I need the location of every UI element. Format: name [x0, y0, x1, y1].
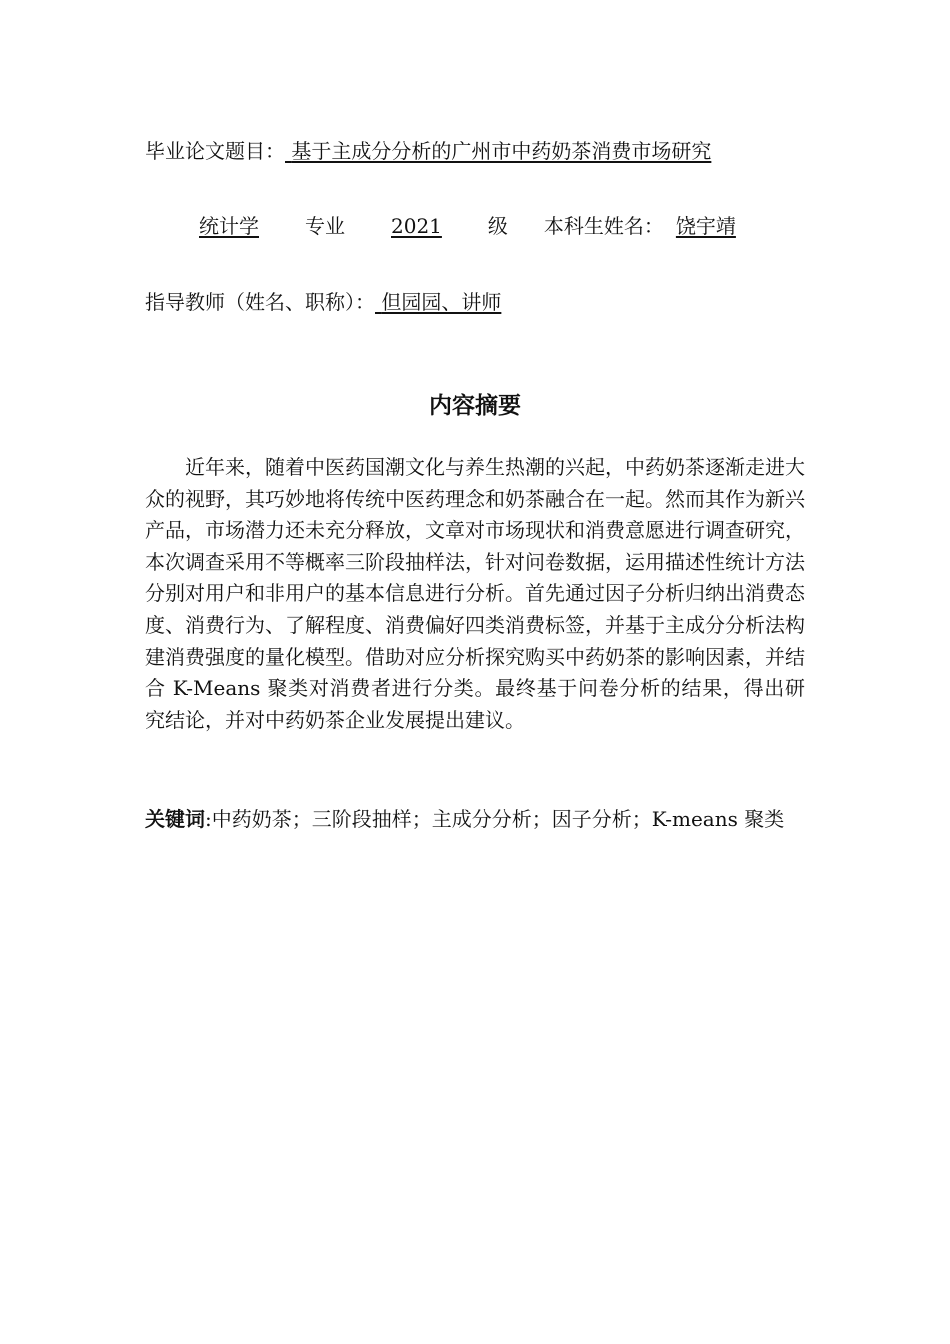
major-year-student-line — [145, 213, 736, 239]
abstract-body: 近年来，随着中医药国潮文化与养生热潮的兴起，中药奶茶逐渐走进大众的视野，其巧妙地将传统中医药理念和奶茶融合在一起。然而其作为新兴产品，市场潜力还未充分释放，文章对市场现状和消费意愿进行调查研究，本次调查采用不等概率三阶段抽样法，针对问卷数据，运用描述性统计方法分别对用户和非用户的基本信息进行分析。首先通过因子分析归纳出消费态度、消费行为、了解程度、消费偏好四类消费标签，并基于主成分分析法构建消费强度的量化模型。借助对应分析探究购买中药奶茶的影响因素，并结合 K-Means 聚类对消费者进行分类。最终基于问卷分析的结果，得出研究结论，并对中药奶茶企业发展提出建议。 — [145, 455, 805, 732]
year-value: 2021 — [391, 214, 442, 238]
thesis-title-value: 基于主成分分析的广州市中药奶茶消费市场研究 — [291, 139, 712, 163]
student-value: 饶宇靖 — [675, 214, 736, 238]
thesis-title-line — [145, 138, 711, 164]
keywords-text: 中药奶茶；三阶段抽样；主成分分析；因子分析；K-means 聚类 — [211, 807, 785, 831]
major-label: 专业 — [305, 214, 345, 238]
keywords-separator: : — [205, 807, 212, 831]
major-value: 统计学 — [199, 214, 259, 238]
advisor-label: 指导教师（姓名、职称）： — [145, 290, 375, 314]
student-label: 本科生姓名： — [543, 214, 664, 238]
advisor-value: 但园园、讲师 — [381, 290, 502, 314]
advisor-line — [145, 289, 501, 315]
thesis-title-label: 毕业论文题目： — [145, 139, 285, 163]
keywords-paragraph — [145, 804, 805, 835]
abstract-heading: 内容摘要 — [429, 393, 521, 419]
year-label: 级 — [487, 214, 508, 238]
keywords-label: 关键词 — [145, 807, 205, 831]
